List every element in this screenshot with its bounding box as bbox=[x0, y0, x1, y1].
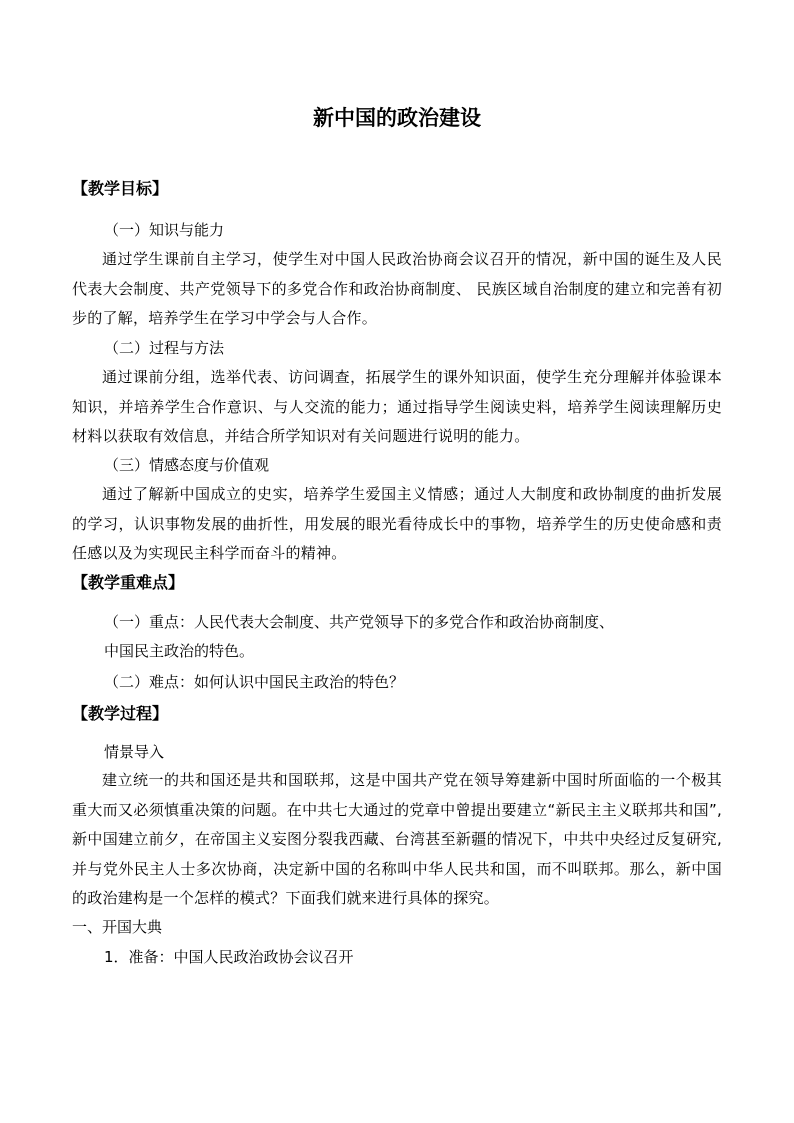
paragraph-attitude-values: 通过了解新中国成立的史实，培养学生爱国主义情感；通过人大制度和政协制度的曲折发展的学习，认识事物发展的曲折性，用发展的眼光看待成长中的事物，培养学生的历史使命感和责任感以及为实现民主科学而奋斗的精神。 bbox=[72, 485, 722, 562]
subheading-attitude-values: （三）情感态度与价值观 bbox=[104, 456, 270, 474]
heading-key-difficult-points: 【教学重难点】 bbox=[72, 573, 185, 592]
paragraph-intro: 建立统一的共和国还是共和国联邦，这是中国共产党在领导筹建新中国时所面临的一个极其重大而又必须慎重决策的问题。在中共七大通过的党章中曾提出要建立“新民主主义联邦共和国”,新中国建立前夕，在帝国主义妄图分裂我西藏、台湾甚至新疆的情况下，中共中央经过反复研究,并与党外民主人士多次协商，决定新中国的名称叫中华人民共和国，而不叫联邦。那么，新中国的政治建构是一个怎样的模式？下面我们就来进行具体的探究。 bbox=[72, 771, 722, 907]
heading-teaching-process: 【教学过程】 bbox=[72, 704, 169, 723]
subheading-knowledge-ability: （一）知识与能力 bbox=[104, 221, 225, 239]
intro-label: 情景导入 bbox=[104, 743, 165, 761]
paragraph-knowledge-ability: 通过学生课前自主学习，使学生对中国人民政治协商会议召开的情况，新中国的诞生及人民代表大会制度、共产党领导下的多党合作和政治协商制度、 民族区域自治制度的建立和完善有初步的了解，培养学生在学习中学会与人合作。 bbox=[72, 250, 722, 327]
paragraph-process-method: 通过课前分组，选举代表、访问调查，拓展学生的课外知识面，使学生充分理解并体验课本知识，并培养学生合作意识、与人交流的能力；通过指导学生阅读史料，培养学生阅读理解历史材料以获取有效信息，并结合所学知识对有关问题进行说明的能力。 bbox=[72, 368, 722, 445]
part-heading-founding-ceremony: 一、开国大典 bbox=[72, 918, 163, 936]
document-title: 新中国的政治建设 bbox=[313, 105, 481, 130]
difficult-point: （二）难点：如何认识中国民主政治的特色？ bbox=[104, 673, 405, 691]
subheading-process-method: （二）过程与方法 bbox=[104, 339, 225, 357]
key-point-line-2: 中国民主政治的特色。 bbox=[104, 642, 255, 660]
heading-teaching-objectives: 【教学目标】 bbox=[72, 179, 169, 198]
key-point-line-1: （一）重点：人民代表大会制度、共产党领导下的多党合作和政治协商制度、 bbox=[104, 613, 615, 631]
part-item-preparation: 1．准备：中国人民政治政协会议召开 bbox=[104, 948, 354, 966]
